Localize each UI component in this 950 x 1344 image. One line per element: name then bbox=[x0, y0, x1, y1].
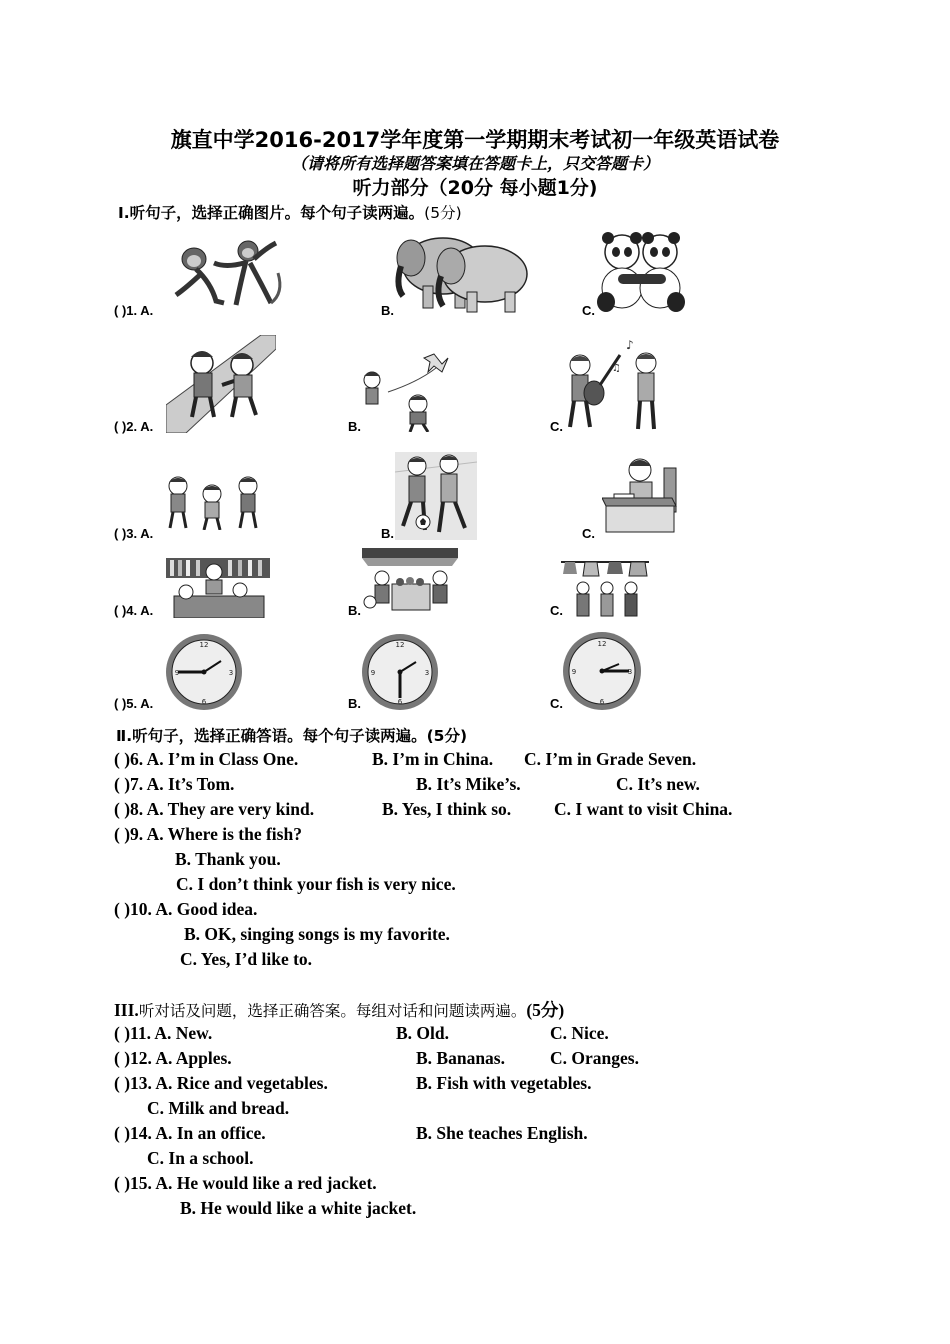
q14-option-a: ( )14. A. In an office. bbox=[114, 1123, 266, 1143]
boy-at-desk-image bbox=[602, 454, 678, 534]
q12-option-a: ( )12. A. Apples. bbox=[114, 1048, 232, 1068]
library-image bbox=[166, 558, 270, 618]
q15-option-a: ( )15. A. He would like a red jacket. bbox=[114, 1173, 377, 1193]
q5-label-c: C. bbox=[550, 696, 563, 711]
q4-label-b: B. bbox=[348, 603, 361, 618]
q5-label-a: ( )5. A. bbox=[114, 696, 154, 711]
boy-flying-kite-image bbox=[358, 352, 450, 432]
children-playing-image bbox=[164, 472, 264, 530]
svg-text:9: 9 bbox=[174, 669, 180, 677]
section1-heading bbox=[118, 201, 462, 223]
clock-quarter-past-three-image bbox=[561, 630, 643, 712]
monkeys-image bbox=[166, 233, 286, 315]
q11-option-b: B. Old. bbox=[396, 1023, 450, 1043]
svg-text:9: 9 bbox=[370, 669, 376, 677]
boy-playing-guitar-image bbox=[560, 335, 664, 433]
q5-label-b: B. bbox=[348, 696, 361, 711]
svg-text:6: 6 bbox=[599, 698, 605, 706]
q14-option-c: C. In a school. bbox=[147, 1148, 254, 1168]
q7-option-b: B. It’s Mike’s. bbox=[416, 774, 521, 794]
q1-label-a: ( )1. A. bbox=[114, 303, 154, 318]
clock-quarter-past-nine-image bbox=[164, 632, 244, 712]
q2-label-a: ( )2. A. bbox=[114, 419, 154, 434]
section1-number: Ⅰ. bbox=[118, 204, 130, 222]
market-image bbox=[362, 548, 458, 618]
svg-text:12: 12 bbox=[395, 641, 405, 649]
q15-option-b: B. He would like a white jacket. bbox=[180, 1198, 417, 1218]
q3-label-b: B. bbox=[381, 526, 394, 541]
q6-option-c: C. I’m in Grade Seven. bbox=[524, 749, 697, 769]
instruction-note: （请将所有选择题答案填在答题卡上，只交答题卡） bbox=[290, 154, 659, 173]
q12-option-b: B. Bananas. bbox=[416, 1048, 505, 1068]
svg-text:12: 12 bbox=[597, 640, 607, 648]
q13-option-a: ( )13. A. Rice and vegetables. bbox=[114, 1073, 328, 1093]
svg-text:3: 3 bbox=[228, 669, 234, 677]
q9-option-b: B. Thank you. bbox=[175, 849, 281, 869]
q2-label-c: C. bbox=[550, 419, 563, 434]
q13-option-c: C. Milk and bread. bbox=[147, 1098, 290, 1118]
q8-option-a: ( )8. A. They are very kind. bbox=[114, 799, 315, 819]
section2-heading: Ⅱ.听句子，选择正确答语。每个句子读两遍。(5分) bbox=[116, 727, 468, 745]
section3-instruction: 听对话及问题，选择正确答案。每组对话和问题读两遍。 bbox=[138, 1002, 527, 1020]
clothes-store-image bbox=[561, 558, 649, 618]
q10-option-c: C. Yes, I’d like to. bbox=[180, 949, 313, 969]
svg-text:9: 9 bbox=[571, 668, 577, 676]
q11-option-c: C. Nice. bbox=[550, 1023, 609, 1043]
q6-option-b: B. I’m in China. bbox=[372, 749, 494, 769]
q9-option-a: ( )9. A. Where is the fish? bbox=[114, 824, 302, 844]
q7-option-a: ( )7. A. It’s Tom. bbox=[114, 774, 235, 794]
elephants-image bbox=[393, 226, 533, 314]
svg-text:6: 6 bbox=[201, 698, 207, 706]
q14-option-b: B. She teaches English. bbox=[416, 1123, 588, 1143]
pandas-image bbox=[596, 230, 688, 314]
section3-heading bbox=[114, 997, 564, 1022]
q3-label-c: C. bbox=[582, 526, 595, 541]
svg-text:6: 6 bbox=[397, 698, 403, 706]
section1-score: (5分) bbox=[424, 204, 462, 222]
q13-option-b: B. Fish with vegetables. bbox=[416, 1073, 592, 1093]
q4-label-c: C. bbox=[550, 603, 563, 618]
svg-text:3: 3 bbox=[424, 669, 430, 677]
boys-greeting-image bbox=[166, 335, 276, 433]
q2-label-b: B. bbox=[348, 419, 361, 434]
section3-number: III. bbox=[114, 1000, 139, 1020]
q1-label-c: C. bbox=[582, 303, 595, 318]
part-title: 听力部分（20分 每小题1分) bbox=[352, 177, 598, 199]
q8-option-c: C. I want to visit China. bbox=[554, 799, 733, 819]
svg-text:♫: ♫ bbox=[612, 363, 621, 374]
svg-text:♪: ♪ bbox=[626, 338, 634, 352]
section3-score: (5分) bbox=[526, 1000, 565, 1020]
clock-six-thirty-image bbox=[360, 632, 440, 712]
q3-label-a: ( )3. A. bbox=[114, 526, 154, 541]
q10-option-b: B. OK, singing songs is my favorite. bbox=[184, 924, 450, 944]
q10-option-a: ( )10. A. Good idea. bbox=[114, 899, 258, 919]
svg-text:12: 12 bbox=[199, 641, 209, 649]
section1-instruction: 听句子，选择正确图片。每个句子读两遍。 bbox=[129, 204, 425, 222]
svg-text:3: 3 bbox=[627, 668, 633, 676]
q4-label-a: ( )4. A. bbox=[114, 603, 154, 618]
q6-option-a: ( )6. A. I’m in Class One. bbox=[114, 749, 299, 769]
q12-option-c: C. Oranges. bbox=[550, 1048, 639, 1068]
boys-playing-soccer-image bbox=[395, 452, 477, 540]
q8-option-b: B. Yes, I think so. bbox=[382, 799, 512, 819]
q11-option-a: ( )11. A. New. bbox=[114, 1023, 213, 1043]
q9-option-c: C. I don’t think your fish is very nice. bbox=[176, 874, 456, 894]
q7-option-c: C. It’s new. bbox=[616, 774, 700, 794]
page-title: 旗直中学2016-2017学年度第一学期期末考试初一年级英语试卷 bbox=[170, 128, 780, 152]
q1-label-b: B. bbox=[381, 303, 394, 318]
